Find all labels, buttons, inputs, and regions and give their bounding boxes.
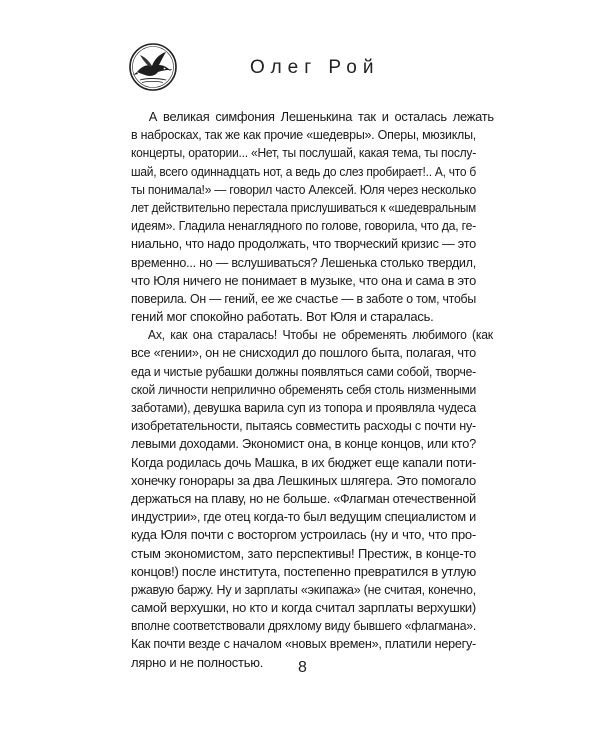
text-line: лет действительно перестала прислушиваться к «шедевральным xyxy=(131,199,476,215)
text-line: гений мог спокойно работать. Вот Юля и старалась. xyxy=(131,309,434,325)
text-line: концов!) после института, постепенно превратился в утлую xyxy=(131,563,476,579)
text-line: куда Юля почти с восторгом устроилась (ну и что, что про- xyxy=(131,527,476,543)
paragraph xyxy=(131,108,494,326)
text-line: заботами), девушка варила суп из топора и проявляла чудеса xyxy=(131,400,476,415)
text-line: в набросках, так же как прочие «шедевры». Оперы, мюзиклы, xyxy=(131,127,476,143)
text-line: Когда родилась дочь Машка, в их бюджет еще капали поти- xyxy=(131,454,476,470)
text-line: А великая симфония Лешенькина так и осталась лежать xyxy=(148,109,494,124)
body-text xyxy=(131,108,494,672)
bird-emblem-icon xyxy=(128,42,178,92)
text-line: самой верхушки, но кто и когда считал зарплаты верхушки) xyxy=(131,600,476,616)
text-line: Как почти везде с началом «новых времен», платили нерегу- xyxy=(131,636,476,652)
text-line: левыми доходами. Экономист она, в конце концов, или кто? xyxy=(131,436,476,452)
text-line: держаться на плаву, но не больше. «Флагман отечественной xyxy=(131,490,476,506)
text-line: все «гении», он не снисходил до пошлого быта, полагая, что xyxy=(131,345,476,361)
text-line: Ах, как она старалась! Чтобы не обременять любимого (как xyxy=(147,327,493,343)
text-line: изобретательности, пытаясь совместить расходы с почти ну- xyxy=(131,418,476,434)
text-line: ской личности неприлично обременять себя столь низменными xyxy=(131,381,476,397)
text-line: идеям». Гладила ненаглядного по голове, говорила, что да, ге- xyxy=(131,218,476,234)
text-line: временно... но — вслушиваться? Лешенька столько твердил, xyxy=(131,254,476,270)
text-line: индустрии», где отец когда-то был ведущим специалистом и xyxy=(131,509,476,525)
text-line: что Юля ничего не понимает в музыке, что она и сама в это xyxy=(131,272,476,288)
text-line: концерты, оратории... «Нет, ты послушай, какая тема, ты послу- xyxy=(131,145,476,161)
text-line: ниально, что надо продолжать, что творческий кризис — это xyxy=(131,236,476,252)
text-line: вполне соответствовали дряхлому виду бывшего «флагмана». xyxy=(131,618,476,634)
text-line: поверила. Он — гений, ее же счастье — в заботе о том, чтобы xyxy=(131,290,476,306)
text-line: стым экономистом, зато перспективы! Престиж, в конце-то xyxy=(131,545,476,561)
text-line: еда и чистые рубашки должны появляться сами собой, творче- xyxy=(131,363,476,379)
text-line: ты понимала!» — говорил часто Алексей. Юля через несколько xyxy=(131,181,476,197)
page-number: 8 xyxy=(298,659,307,676)
running-header-author: Олег Рой xyxy=(250,57,380,78)
text-line: шай, всего одиннадцать нот, а ведь до слез пробирает!.. А, что б xyxy=(131,163,476,179)
text-line: лярно и не полностью. xyxy=(131,654,264,670)
text-line: хонечку гонорары за два Лешкиных шлягера. Это помогало xyxy=(131,472,476,488)
text-line: ржавую баржу. Ну и зарплаты «экипажа» (не считая, конечно, xyxy=(131,581,476,597)
paragraph xyxy=(131,326,493,672)
